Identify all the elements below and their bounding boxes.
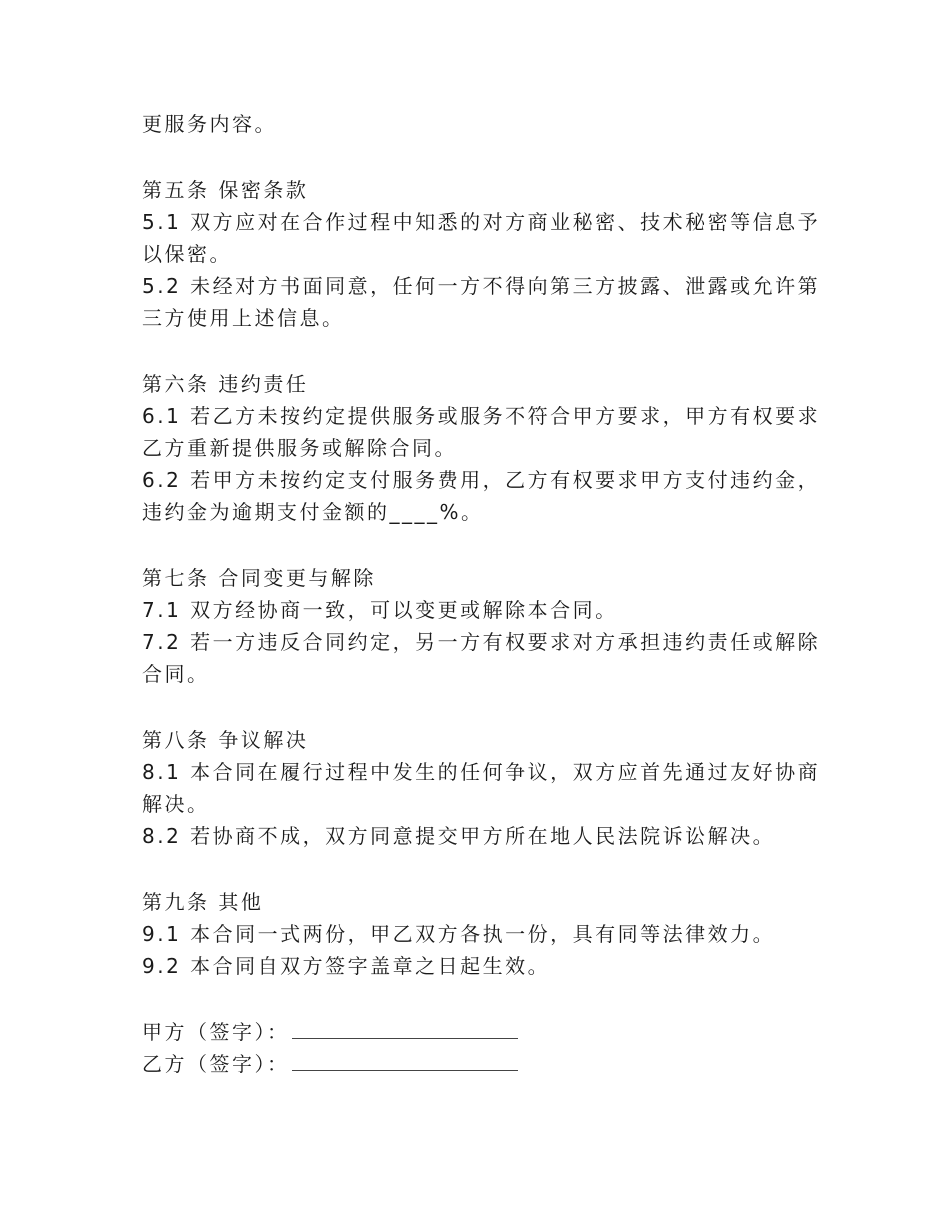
article-heading: 第五条 保密条款	[142, 178, 309, 202]
article-9	[142, 886, 802, 982]
article-8	[142, 724, 821, 852]
clause-text: 6.1 若乙方未按约定提供服务或服务不符合甲方要求，甲方有权要求	[142, 404, 821, 428]
clause-text: 6.2 若甲方未按约定支付服务费用，乙方有权要求甲方支付违约金，	[142, 468, 821, 492]
clause-text: 三方使用上述信息。	[142, 306, 345, 330]
clause-text: 8.1 本合同在履行过程中发生的任何争议，双方应首先通过友好协商	[142, 760, 821, 784]
section-gap	[142, 528, 802, 562]
clause-text: 5.1 双方应对在合作过程中知悉的对方商业秘密、技术秘密等信息予	[142, 210, 821, 234]
party-a-signature-field[interactable]	[292, 1016, 518, 1039]
article-5	[142, 174, 821, 334]
article-heading: 第七条 合同变更与解除	[142, 566, 376, 590]
clause-text: 违约金为逾期支付金额的____%。	[142, 500, 484, 524]
section-gap	[142, 140, 802, 174]
section-gap	[142, 852, 802, 886]
clause-text: 9.2 本合同自双方签字盖章之日起生效。	[142, 954, 551, 978]
clause-text: 7.1 双方经协商一致，可以变更或解除本合同。	[142, 598, 618, 622]
article-heading: 第六条 违约责任	[142, 372, 309, 396]
party-b-signature-field[interactable]	[292, 1048, 518, 1071]
contract-page	[142, 108, 821, 1080]
clause-text: 8.2 若协商不成，双方同意提交甲方所在地人民法院诉讼解决。	[142, 824, 776, 848]
article-heading: 第八条 争议解决	[142, 728, 309, 752]
clause-text: 合同。	[142, 662, 210, 686]
party-a-signature-row	[142, 1016, 802, 1048]
section-gap	[142, 334, 802, 368]
party-a-signature-label: 甲方（签字）：	[142, 1020, 290, 1044]
signature-block	[142, 1016, 802, 1080]
clause-text: 乙方重新提供服务或解除合同。	[142, 436, 457, 460]
section-gap	[142, 690, 802, 724]
section-gap	[142, 982, 802, 1016]
party-b-signature-row	[142, 1048, 802, 1080]
article-6	[142, 368, 821, 528]
clause-text: 7.2 若一方违反合同约定，另一方有权要求对方承担违约责任或解除	[142, 630, 821, 654]
clause-text: 解决。	[142, 792, 210, 816]
intro-tail-text: 更服务内容。	[142, 112, 277, 136]
party-b-signature-label: 乙方（签字）：	[142, 1052, 290, 1076]
clause-text: 5.2 未经对方书面同意，任何一方不得向第三方披露、泄露或允许第	[142, 274, 821, 298]
clause-text: 9.1 本合同一式两份，甲乙双方各执一份，具有同等法律效力。	[142, 922, 776, 946]
article-7	[142, 562, 821, 690]
article-heading: 第九条 其他	[142, 890, 264, 914]
clause-text: 以保密。	[142, 242, 232, 266]
